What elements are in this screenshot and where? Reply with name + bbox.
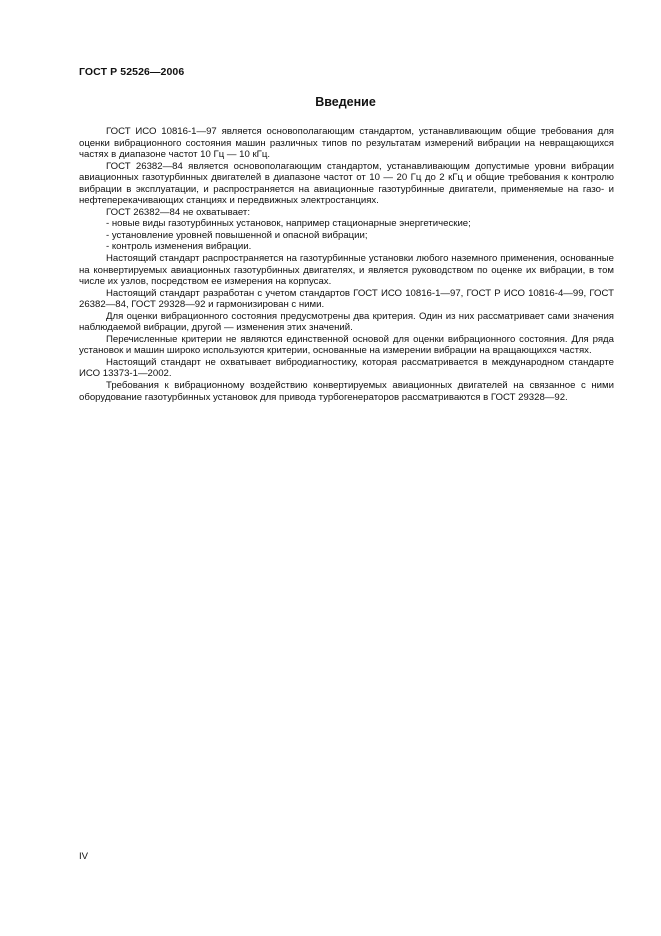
paragraph: Настоящий стандарт разработан с учетом стандартов ГОСТ ИСО 10816-1—97, ГОСТ Р ИСО 10816-4—99, ГОСТ 26382—84, ГОСТ 29328—92 и гармонизирован с ними.	[79, 287, 614, 311]
paragraph: ГОСТ 26382—84 является основополагающим стандартом, устанавливающим допустимые уровни вибрации авиационных газотурбинных двигателей в диапазоне частот от 10 — 20 Гц до 2 кГц и общие требования к контролю вибрации в эксплуатации, и распространяется на авиационные газотурбинные двигатели, применяемые на газо- и нефтеперекачивающих станциях и передвижных электростанциях.	[79, 160, 614, 207]
paragraph: Перечисленные критерии не являются единственной основой для оценки вибрационного состояния. Для ряда установок и машин широко используются критерии, основанные на измерении вибрации на вращающихся частях.	[79, 333, 614, 357]
page-number: IV	[79, 851, 89, 862]
list-item: - контроль изменения вибрации.	[106, 241, 252, 253]
list-item: - установление уровней повышенной и опасной вибрации;	[106, 229, 368, 241]
paragraph: ГОСТ 26382—84 не охватывает:	[106, 206, 250, 218]
paragraph: Для оценки вибрационного состояния предусмотрены два критерия. Один из них рассматривает сами значения наблюдаемой вибрации, другой — изменения этих значений.	[79, 310, 614, 334]
paragraph: Требования к вибрационному воздействию конвертируемых авиационных двигателей на связанное с ними оборудование газотурбинных установок для привода турбогенераторов рассматриваются в ГОСТ 29328—92.	[79, 380, 614, 403]
section-title: Введение	[315, 95, 376, 109]
paragraph: ГОСТ ИСО 10816-1—97 является основополагающим стандартом, устанавливающим общие требования для оценки вибрационного состояния машин различных типов по результатам измерений вибрации на невращающихся частях в диапазоне частот 10 Гц — 10 кГц.	[79, 126, 614, 161]
list-item: - новые виды газотурбинных установок, например стационарные энергетические;	[106, 218, 471, 230]
document-body	[79, 126, 614, 403]
paragraph: Настоящий стандарт не охватывает вибродиагностику, которая рассматривается в международном стандарте ИСО 13373-1—2002.	[79, 356, 614, 380]
paragraph: Настоящий стандарт распространяется на газотурбинные установки любого наземного применения, основанные на конвертируемых авиационных газотурбинных двигателях, и является руководством по оценке их вибрации, в том числе их узлов, посредством ее измерения на корпусах.	[79, 253, 614, 288]
document-code-header: ГОСТ Р 52526—2006	[79, 66, 185, 78]
